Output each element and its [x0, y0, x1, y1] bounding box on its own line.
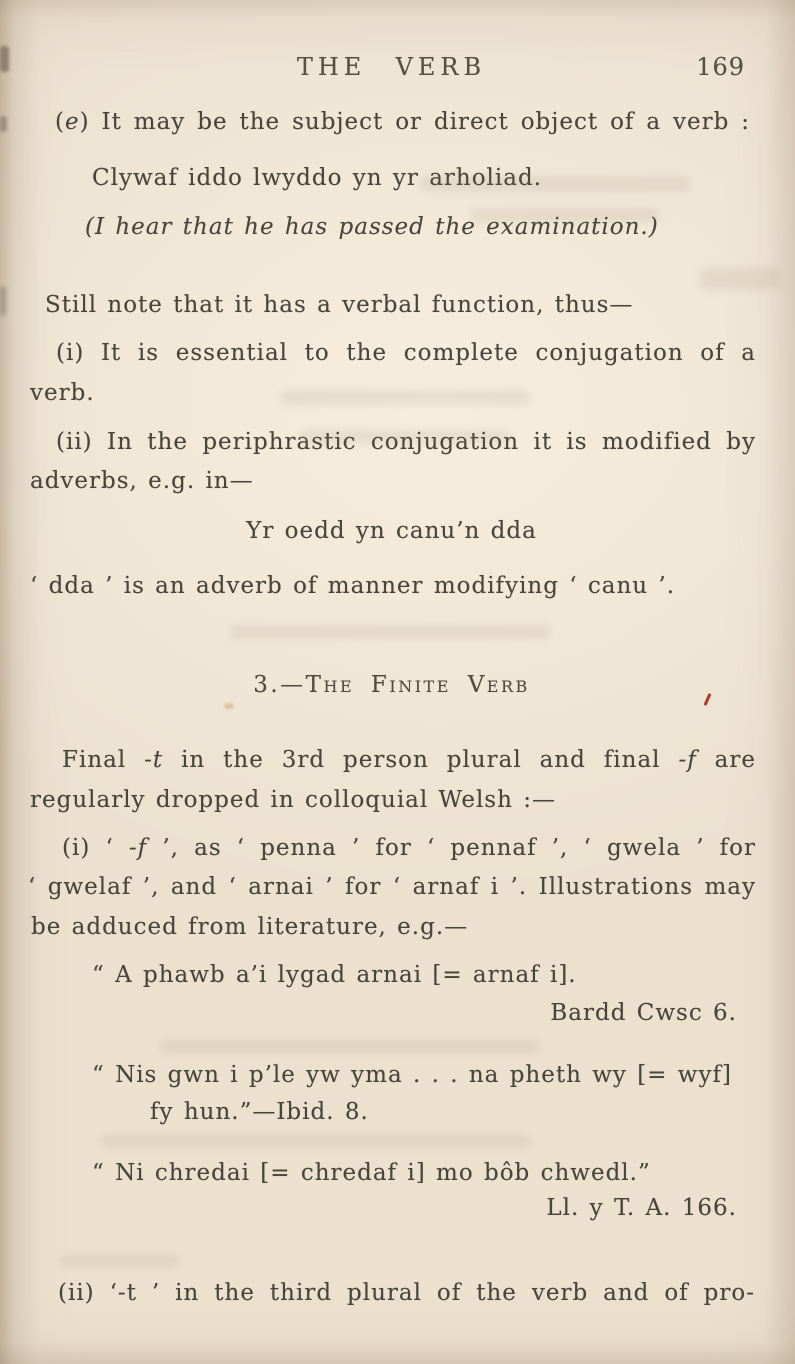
paper-blemish — [224, 703, 234, 709]
finite-item-i-line3: be adduced from literature, e.g.— — [31, 914, 469, 940]
finite-item-i-line1: (i) ‘ -f ’, as ‘ penna ’ for ‘ pennaf ’, ‘ gwela ’ for — [62, 835, 756, 861]
note-item-ii-line2: adverbs, e.g. in— — [30, 468, 254, 494]
italic-suffix-f: -f — [678, 747, 697, 773]
welsh-example-line: Clywaf iddo lwyddo yn yr arholiad. — [92, 165, 543, 191]
page-edge-smudge — [0, 116, 7, 132]
italic-suffix-f: -f — [128, 835, 148, 861]
show-through-smudge — [230, 625, 550, 639]
show-through-smudge — [160, 1040, 540, 1053]
page-number: 169 — [696, 53, 745, 81]
translation-line: (I hear that he has passed the examination.) — [85, 214, 659, 240]
paragraph-e-line1 — [55, 105, 750, 139]
running-header-title: THE VERB — [296, 53, 487, 81]
italic-suffix-t: -t — [144, 747, 164, 773]
show-through-smudge — [280, 390, 530, 405]
note-item-ii-line1: (ii) In the periphrastic conjugation it is modified by — [56, 429, 756, 455]
paragraph-e-marker: (e) — [55, 109, 90, 135]
note-item-i-line1: (i) It is essential to the complete conjugation of a — [56, 340, 756, 366]
show-through-smudge — [700, 268, 780, 290]
note-intro-line: Still note that it has a verbal function, thus— — [45, 292, 634, 318]
page-edge-smudge — [0, 286, 6, 316]
show-through-smudge — [60, 1255, 180, 1267]
finite-line1: Final -t in the 3rd person plural and final -f are — [62, 747, 756, 773]
quote-1-attribution: Bardd Cwsc 6. — [550, 1000, 737, 1026]
dda-comment-line: ‘ dda ’ is an adverb of manner modifying ‘ canu ’. — [30, 573, 676, 599]
quote-3-attribution: Ll. y T. A. 166. — [546, 1195, 737, 1221]
quote-2-line2: fy hun.”—Ibid. 8. — [150, 1099, 369, 1125]
quote-3-line: “ Ni chredai [= chredaf i] mo bôb chwedl.” — [92, 1160, 651, 1186]
quote-1-line: “ A phawb a’i lygad arnai [= arnaf i]. — [92, 962, 577, 988]
last-paragraph-line: (ii) ‘-t ’ in the third plural of the verb and of pro- — [58, 1280, 755, 1306]
paragraph-e-text: It may be the subject or direct object of a verb : — [89, 109, 750, 135]
section-heading: 3.—The Finite Verb — [253, 672, 530, 698]
finite-item-i-line2: ‘ gwelaf ’, and ‘ arnai ’ for ‘ arnaf i ’. Illustrations may — [28, 874, 756, 900]
finite-line2: regularly dropped in colloquial Welsh :— — [30, 787, 556, 813]
welsh-example-centered: Yr oedd yn canu’n dda — [246, 518, 537, 544]
quote-2-line1: “ Nis gwn i p’le yw yma . . . na pheth wy [= wyf] — [92, 1062, 732, 1088]
note-item-i-line2: verb. — [30, 380, 95, 406]
show-through-smudge — [100, 1135, 530, 1148]
page-edge-smudge — [0, 46, 9, 72]
